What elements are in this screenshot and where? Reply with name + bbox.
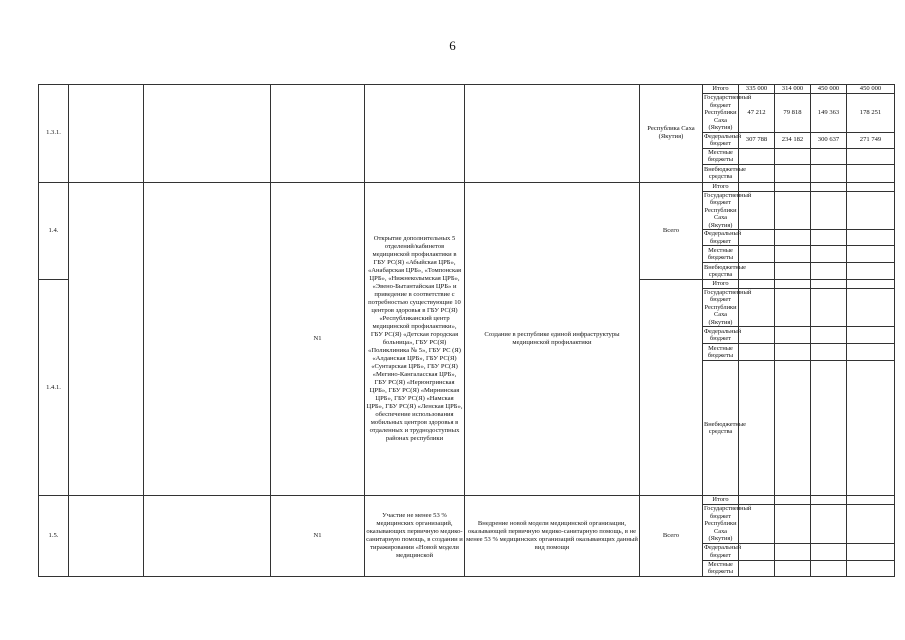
value-cell [847,344,895,361]
implementer-cell: N1 [271,496,365,577]
value-cell [775,148,811,164]
value-cell [811,182,847,191]
table-row [39,496,895,505]
value-cell [811,543,847,560]
target-cell [640,280,703,496]
value-cell [739,496,775,505]
value-cell: 234 182 [775,132,811,148]
value-cell [811,361,847,496]
value-cell [811,505,847,544]
value-cell [811,148,847,164]
value-cell [739,182,775,191]
value-cell [847,543,895,560]
source-label-cell: Федеральный бюджет [704,230,742,245]
value-cell [847,148,895,164]
value-cell [847,280,895,289]
source-label-cell: Итого [703,496,739,505]
value-cell [847,496,895,505]
value-cell [775,263,811,280]
source-label-cell: Федеральный бюджет [704,544,742,559]
implementer-cell [271,85,365,183]
value-cell [775,230,811,246]
section-code-cell: 1.4.1. [39,280,69,496]
event-cell [365,85,465,183]
value-cell [739,246,775,263]
section-spacer-cell [69,85,144,183]
target-cell: Всего [640,496,703,577]
source-label-cell: Внебюджетные средства [703,361,739,496]
value-cell [811,191,847,230]
value-cell [775,543,811,560]
value-cell [811,280,847,289]
value-cell: 307 788 [739,132,775,148]
value-cell [811,496,847,505]
value-cell [847,182,895,191]
value-cell: 335 000 [739,85,775,94]
value-cell [811,230,847,246]
value-cell [847,164,895,182]
budget-table [38,84,895,577]
source-label-cell: Государственный бюджет Республики Саха (Якутия) [704,288,752,326]
page-number: 6 [449,38,456,53]
source-label-cell: Итого [703,85,739,94]
value-cell [847,361,895,496]
event-cell: Участие не менее 53 % медицинских организаций, оказывающих первичную медико-санитарную помощь, в создании и тиражировании «Новой модели медицинской [365,496,465,577]
source-label-cell: Внебюджетные средства [704,263,746,278]
value-cell [775,280,811,289]
value-cell [847,230,895,246]
value-cell [739,543,775,560]
target-cell: Республика Саха (Якутия) [640,85,703,183]
value-cell [775,505,811,544]
section-code-cell: 1.4. [39,182,69,280]
value-cell [811,246,847,263]
source-label-cell: Государственный бюджет Республики Саха (Якутия) [704,191,752,229]
value-cell [775,164,811,182]
value-cell: 271 749 [847,132,895,148]
value-cell [739,560,775,576]
value-cell [775,191,811,230]
value-cell [739,327,775,344]
source-label-cell: Федеральный бюджет [704,132,742,147]
source-label-cell: Местные бюджеты [703,344,739,361]
value-cell: 149 363 [811,94,847,133]
source-label-cell: Государственный бюджет Республики Саха (Якутия) [704,94,752,131]
value-cell [847,191,895,230]
value-cell [739,280,775,289]
table-row [39,85,895,94]
value-cell: 178 251 [847,94,895,133]
section-spacer-cell [69,496,144,577]
source-label-cell: Местные бюджеты [703,560,739,576]
implementer-cell: N1 [271,182,365,496]
source-label-cell: Местные бюджеты [703,246,739,263]
value-cell: 300 637 [811,132,847,148]
section-spacer-cell [144,496,271,577]
value-cell [739,230,775,246]
value-cell [775,246,811,263]
source-label-cell: Итого [703,182,739,191]
value-cell [847,560,895,576]
value-cell [775,560,811,576]
value-cell [811,560,847,576]
value-cell [811,263,847,280]
result-cell: Создание в республике единой инфраструктуры медицинской профилактики [465,182,640,496]
result-cell: Внедрение новой модели медицинской организации, оказывающей первичную медико-санитарную помощь, в не менее 53 % медицинских организаций оказывающих данный вид помощи [465,496,640,577]
section-spacer-cell [144,85,271,183]
value-cell: 47 212 [739,94,775,133]
value-cell [847,505,895,544]
value-cell [811,327,847,344]
value-cell [847,246,895,263]
source-label-cell: Государственный бюджет Республики Саха (Якутия) [704,505,752,542]
source-label-cell: Местные бюджеты [703,148,739,164]
value-cell [775,182,811,191]
value-cell: 314 000 [775,85,811,94]
event-cell: Открытие дополнительных 5 отделений/кабинетов медицинской профилактики в ГБУ РС(Я) «Абыйская ЦРБ», «Анабарская ЦРБ», «Томпонская ЦРБ», «Нижнеколымская ЦРБ», «Эвено-Бытантайская ЦРБ» и приведение в соответствие с потребностью существующие 10 центров здоровья в ГБУ РС(Я) «Республиканский центр медицинской профилактики», ГБУ РС(Я) «Детская городская больница», ГБУ РС(Я) «Поликлиника № 5», ГБУ РС (Я) «Алданская ЦРБ», ГБУ РС(Я) «Сунтарская ЦРБ», ГБУ РС(Я) «Мегино-Кангаласская ЦРБ», ГБУ РС(Я) «Нерюнгринская ЦРБ», ГБУ РС(Я) «Мирнинская ЦРБ», ГБУ РС(Я) «Намская ЦРБ», ГБУ РС(Я) «Ленская ЦРБ», обеспечение использования мобильных центров здоровья в отдаленных и труднодоступных районах республики [365,182,465,496]
value-cell [811,344,847,361]
value-cell [775,327,811,344]
section-spacer-cell [144,182,271,496]
section-code-cell: 1.3.1. [39,85,69,183]
value-cell: 450 000 [811,85,847,94]
value-cell [847,263,895,280]
value-cell [775,288,811,327]
value-cell [847,288,895,327]
value-cell [811,288,847,327]
section-spacer-cell [69,182,144,496]
source-label-cell: Внебюджетные средства [704,165,746,180]
value-cell [775,361,811,496]
source-label-cell: Федеральный бюджет [704,327,742,342]
result-cell [465,85,640,183]
value-cell [739,344,775,361]
value-cell: 450 000 [847,85,895,94]
value-cell: 79 818 [775,94,811,133]
value-cell [739,361,775,496]
section-code-cell: 1.5. [39,496,69,577]
value-cell [775,496,811,505]
value-cell [775,344,811,361]
value-cell [847,327,895,344]
value-cell [739,148,775,164]
table-row [39,182,895,191]
value-cell [811,164,847,182]
target-cell: Всего [640,182,703,280]
source-label-cell: Итого [703,280,739,289]
